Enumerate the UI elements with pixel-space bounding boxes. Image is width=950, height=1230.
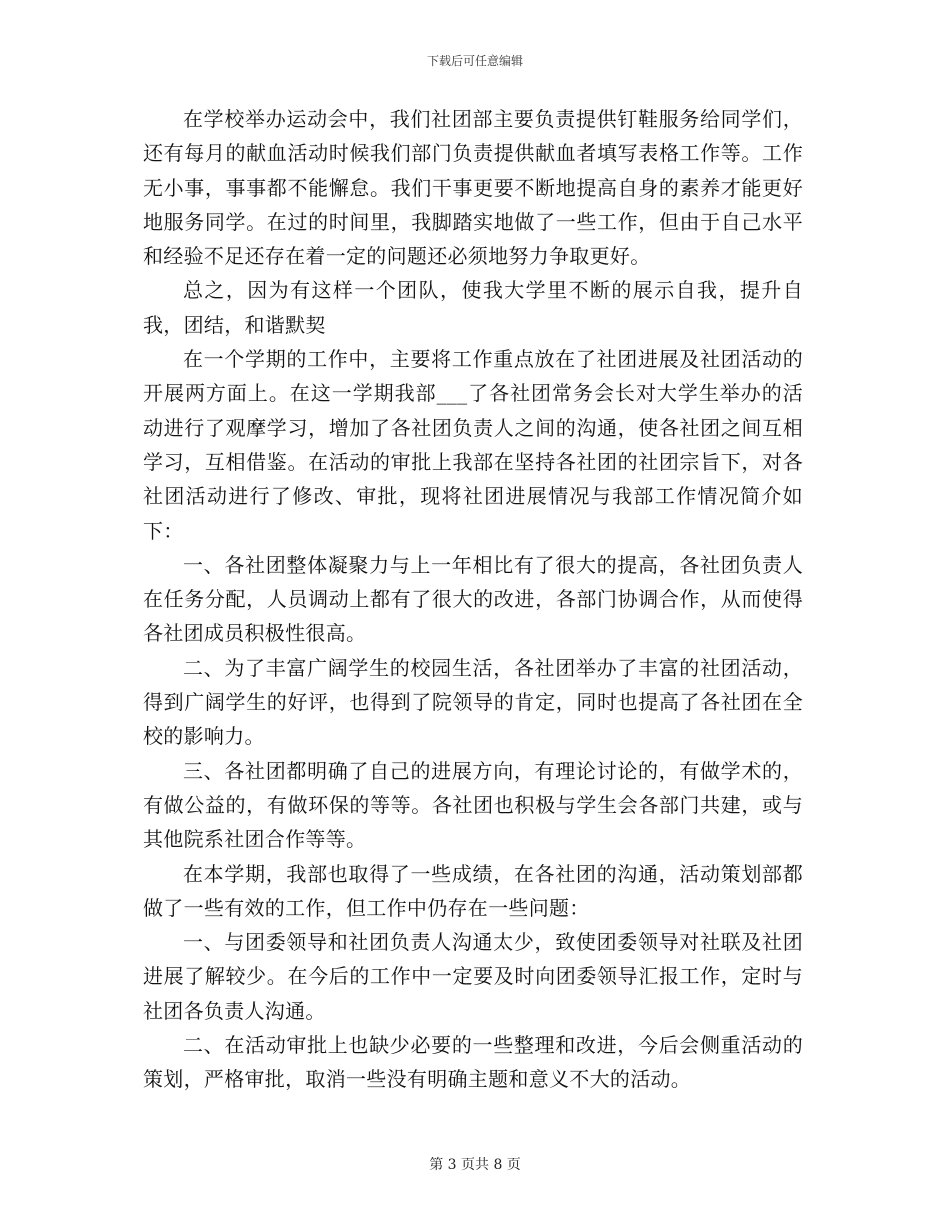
- page-header: 下载后可任意编辑: [426, 54, 523, 68]
- paragraph-8: 一、与团委领导和社团负责人沟通太少，致使团委领导对社联及社团进展了解较少。在今后的工作中一定要及时向团委领导汇报工作，定时与社团各负责人沟通。: [143, 930, 803, 1023]
- paragraph-3: 在一个学期的工作中，主要将工作重点放在了社团进展及社团活动的开展两方面上。在这一学期我部___了各社团常务会长对大学生举办的活动进行了观摩学习，增加了各社团负责人之间的沟通，使各社团之间互相学习，互相借鉴。在活动的审批上我部在坚持各社团的社团宗旨下，对各社团活动进行了修改、审批，现将社团进展情况与我部工作情况简介如下：: [143, 347, 803, 543]
- page-footer: 第 3 页共 8 页: [429, 1157, 521, 1173]
- paragraph-9: 二、在活动审批上也缺少必要的一些整理和改进，今后会侧重活动的策划，严格审批，取消一些没有明确主题和意义不大的活动。: [143, 1033, 803, 1092]
- paragraph-2: 总之，因为有这样一个团队，使我大学里不断的展示自我，提升自我，团结，和谐默契: [143, 278, 803, 337]
- paragraph-1: 在学校举办运动会中，我们社团部主要负责提供钉鞋服务给同学们，还有每月的献血活动时候我们部门负责提供献血者填写表格工作等。工作无小事，事事都不能懈怠。我们干事更要不断地提高自身的素养才能更好地服务同学。在过的时间里，我脚踏实地做了一些工作，但由于自己水平和经验不足还存在着一定的问题还必须地努力争取更好。: [143, 107, 803, 269]
- paragraph-5: 二、为了丰富广阔学生的校园生活，各社团举办了丰富的社团活动，得到广阔学生的好评，也得到了院领导的肯定，同时也提高了各社团在全校的影响力。: [143, 655, 803, 749]
- paragraph-7: 在本学期，我部也取得了一些成绩，在各社团的沟通，活动策划部都做了一些有效的工作，但工作中仍存在一些问题：: [143, 861, 803, 920]
- paragraph-4: 一、各社团整体凝聚力与上一年相比有了很大的提高，各社团负责人在任务分配，人员调动上都有了很大的改进，各部门协调合作，从而使得各社团成员积极性很高。: [143, 552, 803, 646]
- paragraph-6: 三、各社团都明确了自己的进展方向，有理论讨论的，有做学术的，有做公益的，有做环保的等等。各社团也积极与学生会各部门共建，或与其他院系社团合作等等。: [143, 758, 803, 852]
- document-body: [143, 102, 803, 1097]
